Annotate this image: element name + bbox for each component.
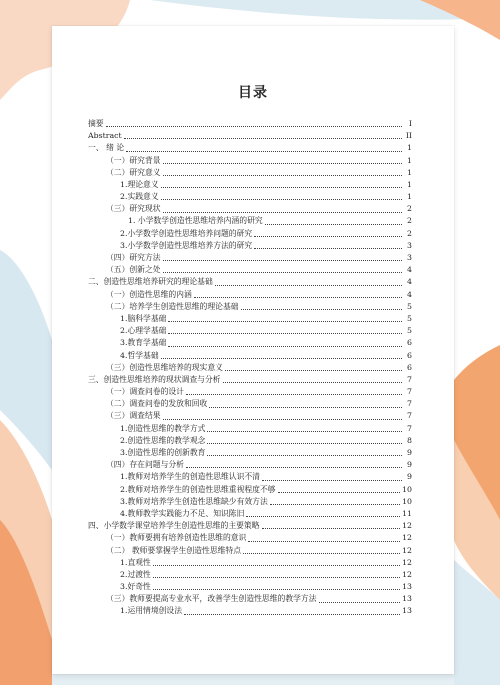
toc-leader-dots [225,370,402,371]
toc-entry[interactable] [88,228,412,240]
toc-entry-page-number: 6 [407,362,412,372]
toc-leader-dots [153,589,400,590]
toc-leader-dots [262,528,401,529]
toc-leader-dots [186,467,402,468]
toc-leader-dots [207,431,402,432]
toc-entry-title: 3.教育学基础 [120,338,167,348]
toc-entry[interactable] [88,289,412,301]
toc-entry[interactable] [88,398,412,410]
toc-entry-title: （一）研究背景 [106,155,161,165]
toc-entry-page-number: 2 [407,228,412,238]
light-blue-band-bottom [52,674,454,685]
toc-entry-title: （五）创新之处 [106,265,161,275]
toc-entry-title: （三）创造性思维培养的现实意义 [106,362,223,372]
toc-entry[interactable] [88,532,412,544]
toc-entry-page-number: 13 [402,606,412,616]
toc-leader-dots [163,419,402,420]
toc-entry-title: 4.教师教学实践能力不足、知识陈旧 [120,508,245,518]
toc-entry-page-number: 3 [407,240,412,250]
toc-entry-page-number: 5 [407,301,412,311]
toc-leader-dots [168,321,402,322]
toc-entry-page-number: 1 [407,192,412,202]
toc-entry[interactable] [88,581,412,593]
toc-leader-dots [246,516,400,517]
toc-leader-dots [126,151,402,152]
toc-entry-title: 1.创造性思维的教学方式 [120,423,206,433]
toc-entry-page-number: 1 [407,167,412,177]
toc-leader-dots [319,602,401,603]
document-page [52,26,454,674]
toc-entry[interactable] [88,216,412,228]
toc-entry-title: 3.好奇性 [120,582,151,592]
toc-entry[interactable] [88,459,412,471]
toc-entry-title: 1.理论意义 [120,179,159,189]
toc-entry-page-number: 7 [407,423,412,433]
toc-entry-title: （三）调查结果 [106,411,161,421]
toc-entry[interactable] [88,593,412,605]
toc-entry-title: （一）教师要拥有培养创造性思维的意识 [106,533,247,543]
toc-entry-page-number: 12 [402,545,412,555]
toc-entry[interactable] [88,447,412,459]
toc-leader-dots [163,260,402,261]
toc-entry[interactable] [88,325,412,337]
toc-entry-title: 四、小学数学课堂培养学生创造性思维的主要策略 [88,521,260,531]
toc-entry-title: 1. 小学数学创造性思维培养内涵的研究 [128,216,263,226]
toc-entry[interactable] [88,520,412,532]
toc-entry[interactable] [88,155,412,167]
toc-leader-dots [163,163,402,164]
toc-entry[interactable] [88,606,412,618]
toc-entry-title: （二）调查问卷的发放和回收 [106,399,208,409]
toc-entry-page-number: 9 [407,472,412,482]
toc-entry[interactable] [88,350,412,362]
toc-entry-page-number: 7 [407,387,412,397]
toc-leader-dots [161,199,402,200]
toc-entry-title: 2.教师对培养学生的创造性思维重视程度不够 [120,484,276,494]
toc-entry-title: 1.教师对培养学生的创造性思维认识不清 [120,472,260,482]
toc-entry-page-number: 9 [407,448,412,458]
toc-entry-title: 1.脑科学基础 [120,313,167,323]
toc-entry[interactable] [88,191,412,203]
toc-entry[interactable] [88,167,412,179]
toc-entry-title: 2.小学数学创造性思维培养问题的研究 [120,228,253,238]
toc-entry-page-number: 2 [407,204,412,214]
toc-title: 目录 [238,85,268,101]
toc-leader-dots [241,309,402,310]
toc-entry-title: （三）研究现状 [106,204,161,214]
toc-entry-title: （二）培养学生创造性思维的理论基础 [106,301,239,311]
toc-leader-dots [168,346,402,347]
toc-entry-page-number: 5 [407,313,412,323]
toc-entry[interactable] [88,435,412,447]
toc-entry-page-number: 6 [407,350,412,360]
toc-entry[interactable] [88,203,412,215]
toc-entry-page-number: 1 [407,179,412,189]
toc-entry-title: （三）教师要提高专业水平，改善学生创造性思维的教学方法 [106,594,317,604]
toc-entry-page-number: 5 [407,326,412,336]
toc-entry[interactable] [88,411,412,423]
toc-entry[interactable] [88,374,412,386]
toc-entry-title: （一）创造性思维的内涵 [106,289,192,299]
toc-entry-title: 1.运用情境创设法 [120,606,183,616]
toc-entry-page-number: 3 [407,253,412,263]
toc-entry-title: 2.心理学基础 [120,326,167,336]
toc-entry-title: 3.教师对培养学生创造性思维缺少有效方法 [120,496,268,506]
toc-entry-title: （四）存在问题与分析 [106,460,184,470]
toc-entry[interactable] [88,264,412,276]
toc-entry-title: 2.过渡性 [120,569,151,579]
toc-entry-page-number: 13 [402,582,412,592]
toc-entry-page-number: 10 [402,484,412,494]
toc-entry-page-number: I [408,118,412,128]
toc-entry[interactable] [88,386,412,398]
toc-entry-page-number: 12 [402,521,412,531]
toc-entry-page-number: 10 [402,496,412,506]
toc-entry[interactable] [88,142,412,154]
toc-leader-dots [161,187,402,188]
toc-entry-page-number: 12 [402,569,412,579]
toc-entry-page-number: 7 [407,399,412,409]
toc-entry-page-number: 1 [407,155,412,165]
toc-entry[interactable] [88,569,412,581]
toc-entry-title: （四）研究方法 [106,253,161,263]
toc-entry[interactable] [88,130,412,142]
toc-entry[interactable] [88,557,412,569]
toc-entry-page-number: 11 [402,508,412,518]
toc-entry-page-number: 12 [402,557,412,567]
toc-entry[interactable] [88,496,412,508]
toc-entry[interactable] [88,362,412,374]
toc-entry-title: 4.哲学基础 [120,350,159,360]
toc-entry-title: 二、创造性思维培养研究的理论基础 [88,277,213,287]
toc-leader-dots [184,614,400,615]
toc-entry-title: （二） 教师要掌握学生创造性思维特点 [106,545,242,555]
toc-entry-title: 3.创造性思维的创新教育 [120,448,206,458]
toc-leader-dots [215,285,402,286]
toc-entry[interactable] [88,118,412,130]
toc-entry-title: 1.直观性 [120,557,151,567]
toc-entry[interactable] [88,313,412,325]
table-of-contents [88,118,412,618]
toc-entry-title: 2.创造性思维的教学观念 [120,435,206,445]
toc-leader-dots [163,175,402,176]
toc-leader-dots [265,224,402,225]
toc-entry[interactable] [88,240,412,252]
toc-entry-page-number: 4 [407,265,412,275]
toc-leader-dots [163,272,402,273]
toc-entry-page-number: 1 [407,143,412,153]
toc-entry[interactable] [88,276,412,288]
toc-leader-dots [254,236,402,237]
toc-entry-title: 摘要 [88,118,104,128]
toc-leader-dots [278,492,401,493]
toc-entry-title: 2.实践意义 [120,192,159,202]
toc-leader-dots [153,565,400,566]
toc-leader-dots [270,504,400,505]
toc-entry-title: 一、 绪 论 [88,143,125,153]
toc-entry-page-number: 13 [402,594,412,604]
toc-entry-title: 三、创造性思维培养的现状调查与分析 [88,374,221,384]
toc-entry[interactable] [88,301,412,313]
toc-entry[interactable] [88,337,412,349]
toc-entry[interactable] [88,484,412,496]
toc-leader-dots [194,297,402,298]
toc-entry[interactable] [88,179,412,191]
toc-entry[interactable] [88,252,412,264]
toc-leader-dots [243,553,400,554]
toc-entry-page-number: 8 [407,435,412,445]
toc-entry-page-number: 9 [407,460,412,470]
toc-entry[interactable] [88,545,412,557]
toc-entry-page-number: 12 [402,533,412,543]
toc-entry-page-number: 2 [407,216,412,226]
toc-leader-dots [163,212,402,213]
toc-leader-dots [223,382,402,383]
toc-leader-dots [161,358,402,359]
toc-entry[interactable] [88,423,412,435]
toc-leader-dots [186,394,402,395]
toc-entry-page-number: II [405,131,412,141]
toc-leader-dots [207,443,402,444]
toc-leader-dots [168,333,402,334]
toc-entry-title: （二）研究意义 [106,167,161,177]
toc-entry-page-number: 4 [407,277,412,287]
toc-entry-title: （一）调查问卷的设计 [106,387,184,397]
toc-leader-dots [248,541,400,542]
toc-entry-page-number: 7 [407,411,412,421]
toc-leader-dots [254,248,402,249]
toc-entry-title: 3.小学数学创造性思维培养方法的研究 [120,240,253,250]
toc-leader-dots [207,455,402,456]
toc-leader-dots [106,126,402,127]
toc-entry-title: Abstract [88,131,122,141]
toc-leader-dots [153,577,400,578]
toc-entry-page-number: 6 [407,338,412,348]
toc-leader-dots [209,407,402,408]
toc-entry[interactable] [88,508,412,520]
toc-leader-dots [124,138,402,139]
toc-entry[interactable] [88,471,412,483]
toc-entry-page-number: 4 [407,289,412,299]
toc-entry-page-number: 7 [407,374,412,384]
toc-leader-dots [262,480,402,481]
